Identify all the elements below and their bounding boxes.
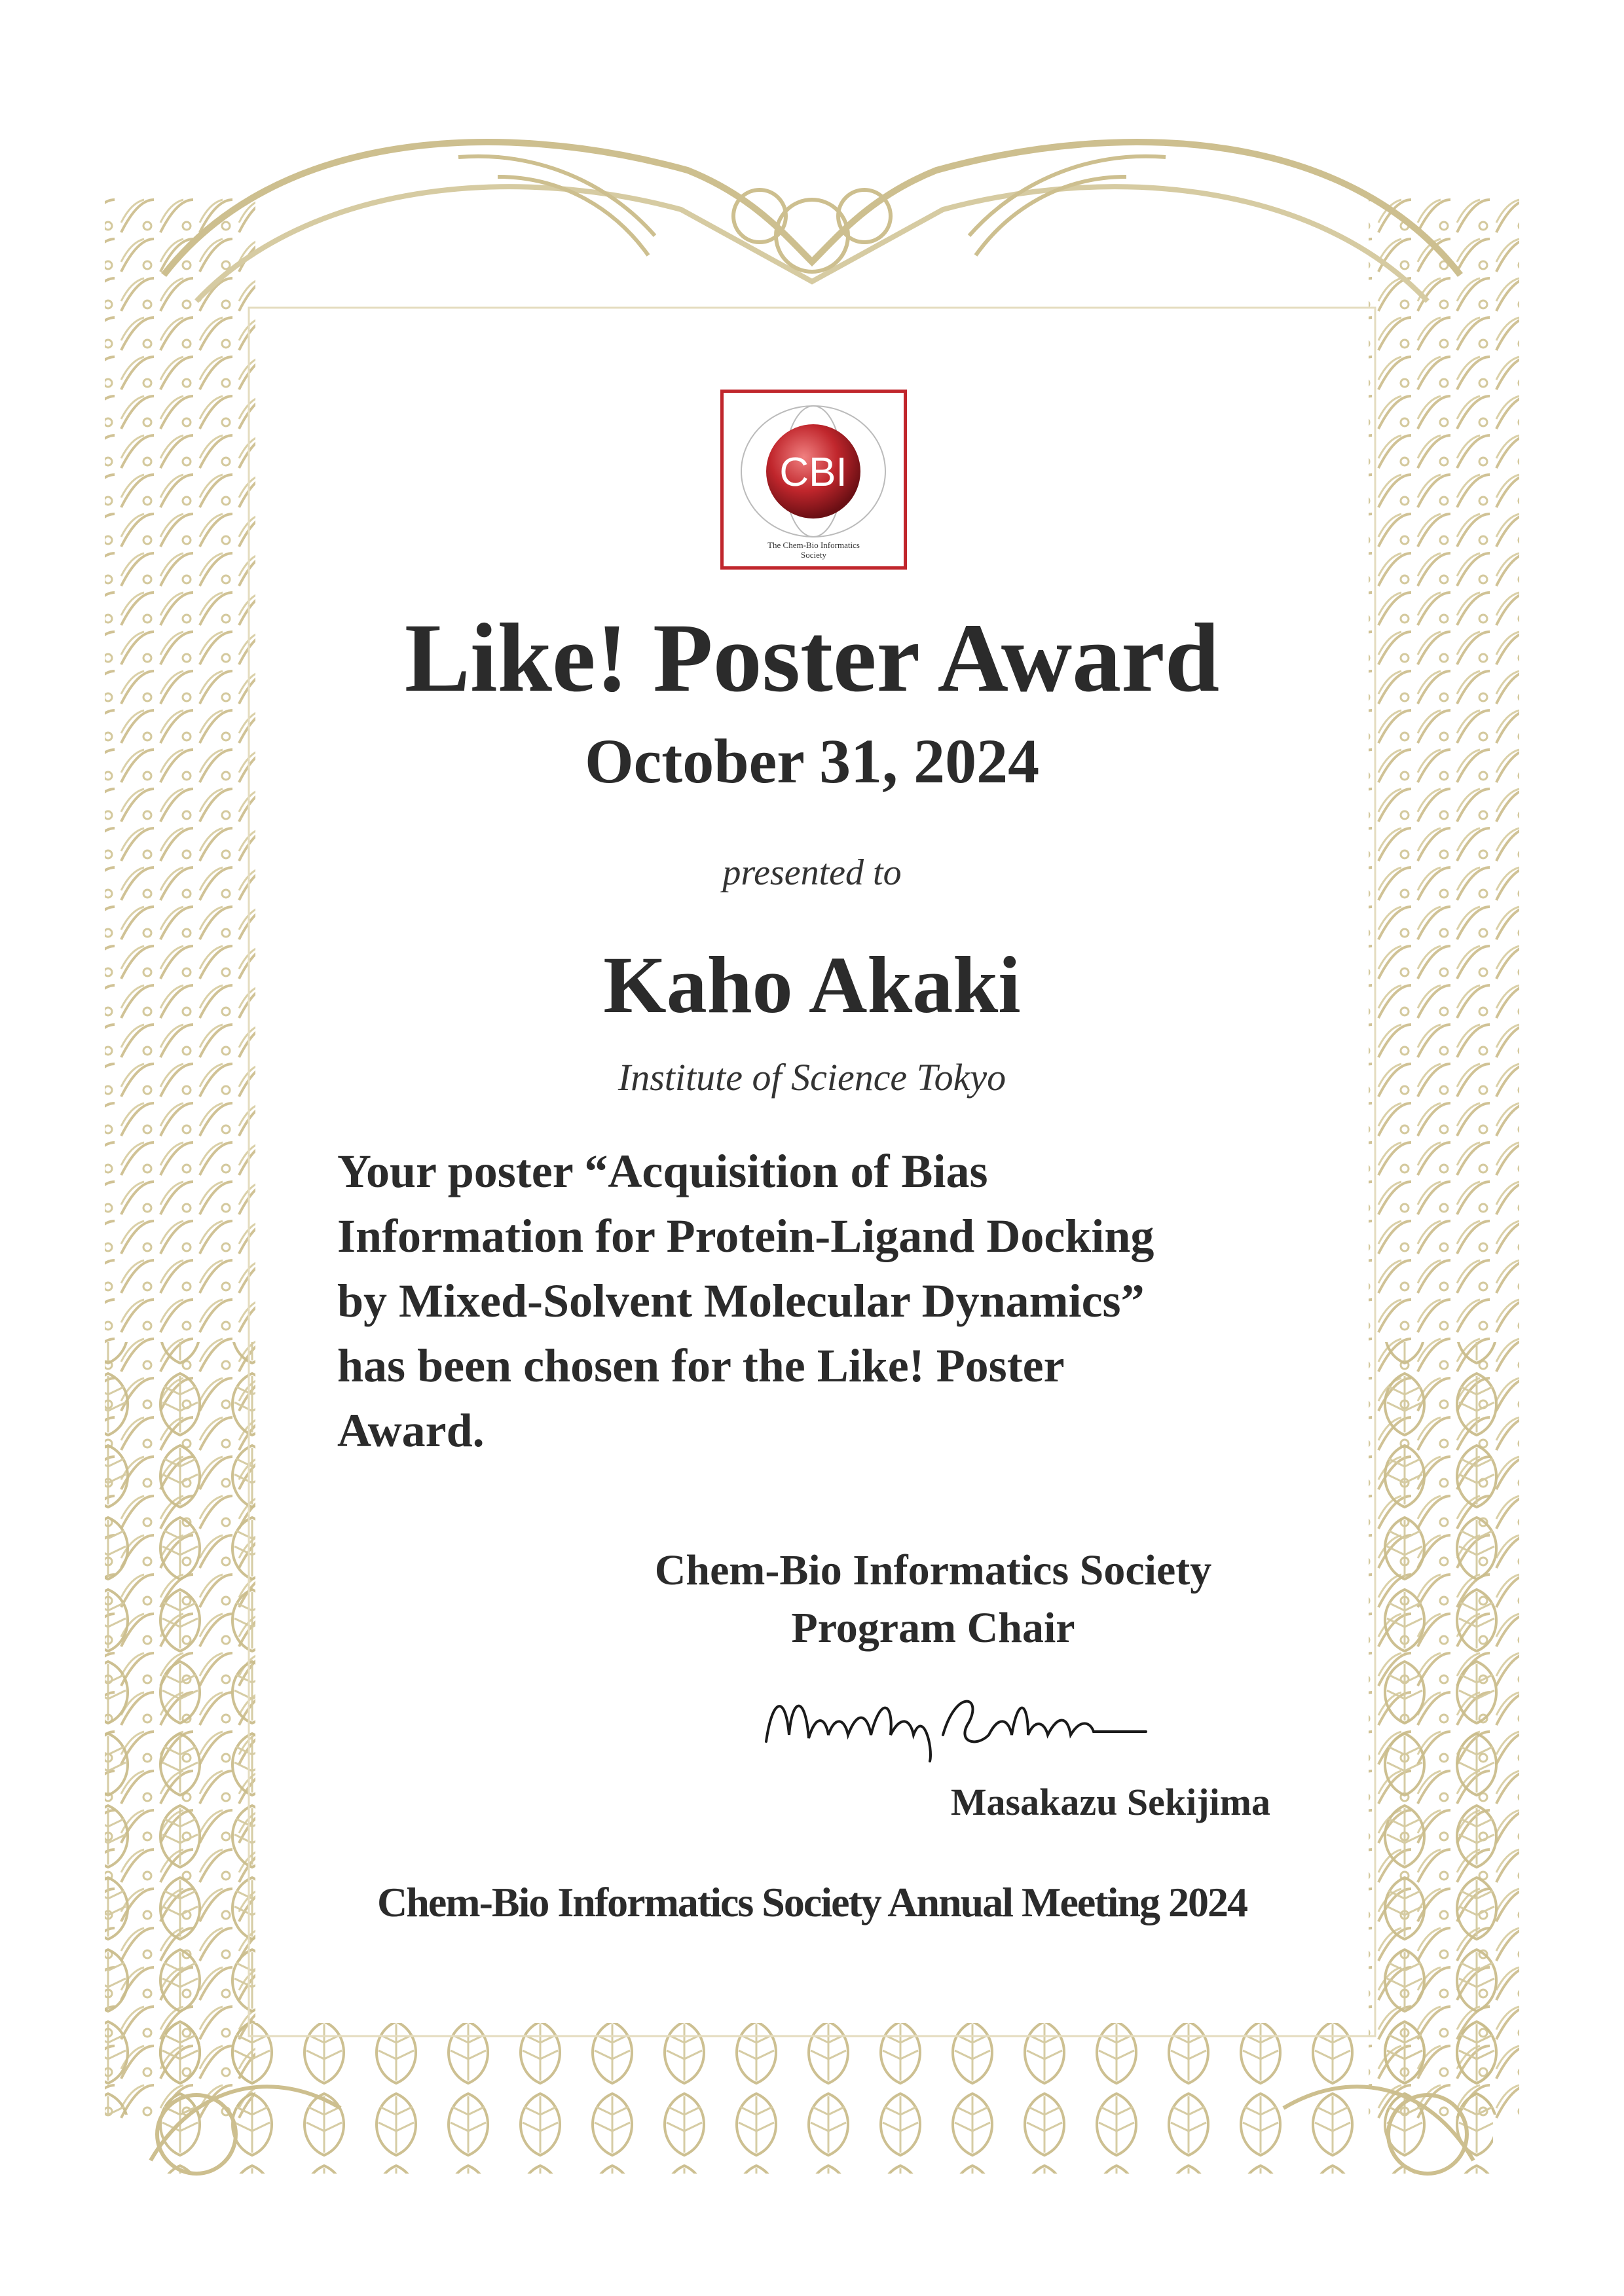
- description-line: Information for Protein-Ligand Docking: [337, 1210, 1154, 1262]
- logo-caption: [724, 540, 904, 560]
- logo-caption-line2: Society: [801, 550, 826, 560]
- recipient-affiliation: Institute of Science Tokyo: [618, 1056, 1006, 1099]
- signatory-organization: Chem-Bio Informatics Society: [654, 1546, 1212, 1594]
- presented-to-label: presented to: [722, 852, 902, 893]
- award-description: [337, 1139, 1346, 1463]
- meeting-footer: Chem-Bio Informatics Society Annual Meeting 2024: [377, 1879, 1247, 1925]
- description-line: Your poster “Acquisition of Bias: [337, 1145, 988, 1197]
- signatory-name: Masakazu Sekijima: [950, 1781, 1270, 1823]
- award-title: Like! Poster Award: [404, 604, 1220, 712]
- description-line: by Mixed-Solvent Molecular Dynamics”: [337, 1275, 1145, 1327]
- award-date: October 31, 2024: [584, 726, 1040, 796]
- logo-text: CBI: [779, 450, 847, 495]
- description-line: Award.: [337, 1404, 485, 1457]
- signatory-position: Program Chair: [791, 1604, 1075, 1652]
- recipient-name: Kaho Akaki: [603, 940, 1021, 1030]
- cbi-logo: [720, 390, 907, 570]
- description-line: has been chosen for the Like! Poster: [337, 1339, 1065, 1392]
- handwritten-signature: [753, 1669, 1179, 1774]
- logo-caption-line1: The Chem-Bio Informatics: [767, 540, 860, 550]
